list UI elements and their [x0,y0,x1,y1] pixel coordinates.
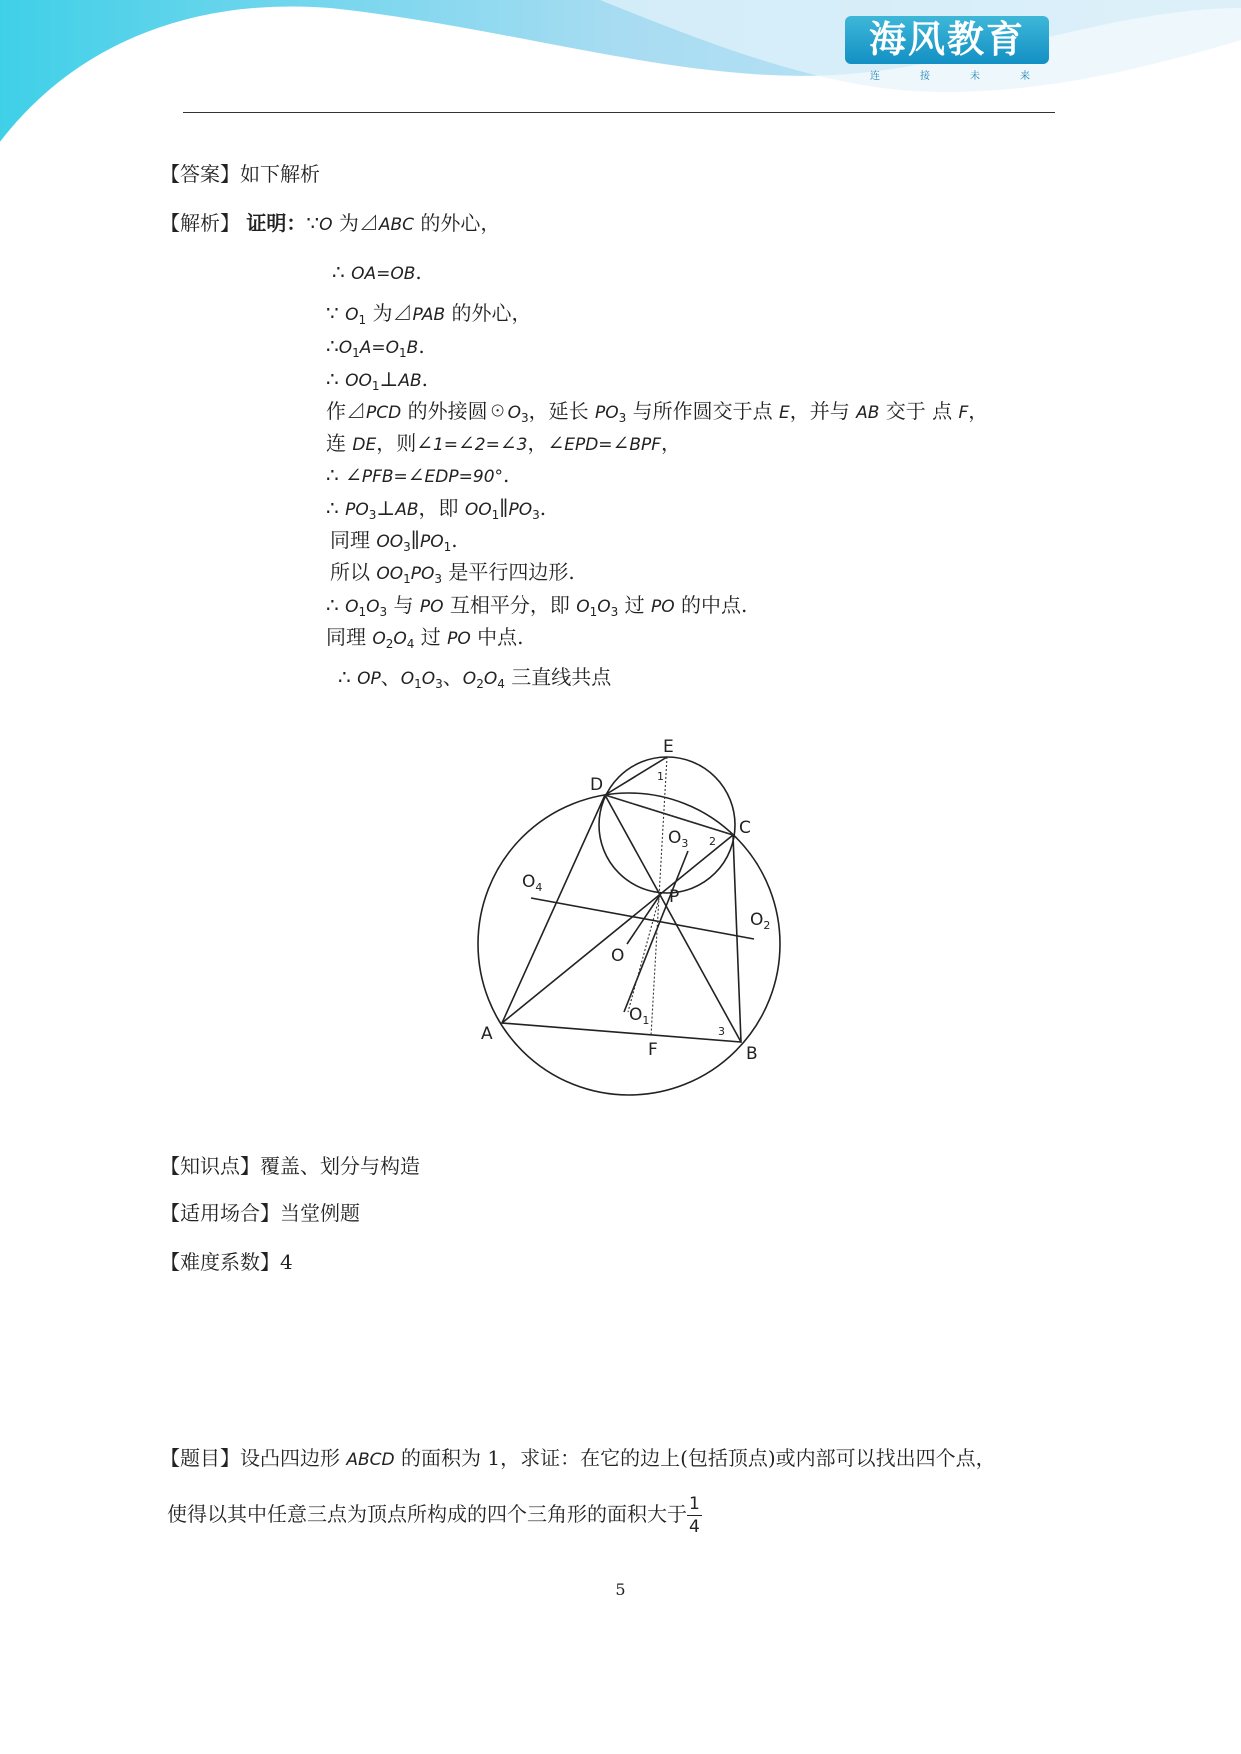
label-o3: $O_3$ [668,828,689,850]
problem-line-1: 【题目】设凸四边形 ABCD 的面积为 1，求证：在它的边上(包括顶点)或内部可以找出四个点， [160,1446,996,1470]
knowledge-point-line: 【知识点】覆盖、划分与构造 [160,1154,420,1178]
page-number: 5 [615,1580,626,1599]
proof-line-3: $\therefore O_1A=O_1B$. [326,334,425,360]
proof-conclusion: ∴ OP、$O_1O_3$、$O_2O_4$ 三直线共点 [338,665,612,691]
line-op [627,895,660,944]
small-circle-o3 [599,757,735,893]
proof-line-2: ∵ $O_1$ 为⊿PAB 的外心， [326,301,532,327]
difficulty-line: 【难度系数】4 [160,1250,293,1274]
label-b: B [746,1044,758,1064]
proof-line-6: 连 DE，则∠1=∠2=∠3，∠EPD=∠BPF， [326,431,682,455]
label-o1: $O_1$ [629,1005,650,1027]
fraction-one-quarter: $\frac{1}{4}$ [689,1494,700,1537]
proof-line-9: 同理 $OO_3\parallel PO_1$. [330,528,458,554]
proof-line-5: 作⊿PCD 的外接圆$☉O_3$，延长 $PO_3$ 与所作圆交于点 E，并与 AB 交于 点 F， [326,399,989,425]
label-o2: $O_2$ [750,910,771,932]
answer-line: 【答案】如下解析 [160,162,320,186]
proof-line-4: ∴ $OO_1\perp AB$. [326,367,428,393]
scene-line: 【适用场合】当堂例题 [160,1201,360,1225]
proof-line-1: ∴ OA=OB. [332,260,422,284]
label-p: P [669,887,680,907]
proof-line-11: ∴ $O_1O_3$ 与 PO 互相平分，即 $O_1O_3$ 过 PO 的中点. [326,593,748,619]
angle-label-1: 1 [657,770,664,783]
analysis-line: 【解析】 证明：∵O 为⊿ABC 的外心， [160,211,501,235]
label-o4: $O_4$ [522,872,543,894]
brand-logo: 海风教育 [845,16,1049,64]
angle-label-2: 2 [709,835,716,848]
angle-label-3: 3 [718,1025,725,1038]
header-wave [0,0,1241,150]
line-o1o3 [624,851,688,1012]
proof-line-8: ∴ $PO_3\perp AB$，即 $OO_1\parallel PO_3$. [326,496,547,522]
geometry-figure [470,725,790,1105]
label-o: O [611,946,625,966]
proof-line-12: 同理 $O_2O_4$ 过 PO 中点. [326,625,524,651]
label-e: E [663,737,674,757]
line-o4o2 [531,898,754,939]
label-a: A [481,1024,493,1044]
quadrilateral-abcd [502,795,741,1042]
proof-line-10: 所以 $OO_1PO_3$ 是平行四边形. [330,560,575,586]
label-f: F [648,1040,658,1060]
header-divider [183,112,1055,113]
brand-tagline: 连 接 未 来 [870,71,1030,82]
problem-line-2: 使得以其中任意三点为顶点所构成的四个三角形的面积大于 $\frac{1}{4}$ [167,1494,700,1537]
label-c: C [739,818,751,838]
proof-line-7: ∴ ∠PFB=∠EDP=90°. [326,463,510,487]
label-d: D [590,775,604,795]
